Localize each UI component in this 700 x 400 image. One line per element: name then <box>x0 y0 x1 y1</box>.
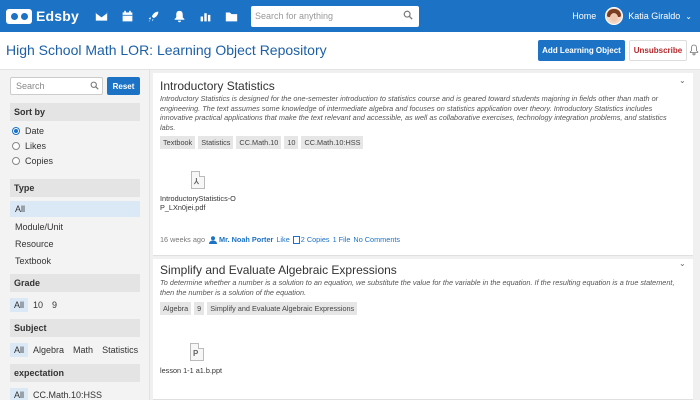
tag[interactable]: CC.Math.10 <box>236 136 281 149</box>
bell-icon[interactable] <box>173 10 186 23</box>
posted-time: 16 weeks ago <box>160 235 206 244</box>
grade-option-9[interactable]: 9 <box>52 300 58 310</box>
user-name[interactable]: Katia Giraldo <box>628 11 681 21</box>
radio-icon <box>12 157 20 165</box>
expectation-options <box>10 388 106 400</box>
tag[interactable]: Statistics <box>198 136 233 149</box>
global-search-input[interactable] <box>255 11 403 21</box>
tag[interactable]: CC.Math.10:HSS <box>301 136 363 149</box>
sort-option-date[interactable]: Date <box>12 126 44 136</box>
filter-sidebar <box>0 70 150 400</box>
type-heading: Type <box>10 179 140 197</box>
search-icon[interactable] <box>90 81 99 92</box>
sort-option-likes[interactable]: Likes <box>12 141 46 151</box>
type-option-module-unit[interactable]: Module/Unit <box>15 222 64 232</box>
subject-heading: Subject <box>10 319 140 337</box>
rocket-icon[interactable] <box>147 10 160 23</box>
subject-option-algebra[interactable]: Algebra <box>33 345 65 355</box>
add-learning-object-button[interactable]: Add Learning Object <box>538 40 625 61</box>
filter-search[interactable] <box>10 77 103 95</box>
tag[interactable]: 10 <box>284 136 298 149</box>
sort-by-heading: Sort by <box>10 103 140 121</box>
author-link[interactable]: Mr. Noah Porter <box>219 235 274 244</box>
tag[interactable]: Textbook <box>160 136 195 149</box>
type-option-all[interactable]: All <box>10 201 140 217</box>
expectation-option-all[interactable]: All <box>10 388 28 400</box>
ppt-file-icon: P <box>190 343 204 361</box>
grade-heading: Grade <box>10 274 140 292</box>
type-option-resource[interactable]: Resource <box>15 239 54 249</box>
files-link[interactable]: 1 File <box>332 235 351 244</box>
filter-search-input[interactable] <box>16 81 90 91</box>
calendar-icon[interactable] <box>121 10 134 23</box>
card-description: To determine whether a number is a solution to an equation, we substitute the value for the variable in the equation. If the resulting equation is a true statement, then the number is a solution of the equation. <box>160 278 675 297</box>
copies-link[interactable]: 2 Copies <box>300 235 330 244</box>
mail-icon[interactable] <box>95 10 108 23</box>
top-bar <box>0 0 700 32</box>
sort-option-copies[interactable]: Copies <box>12 156 53 166</box>
chart-icon[interactable] <box>199 10 212 23</box>
notification-bell-icon[interactable] <box>689 44 699 56</box>
user-area <box>572 7 692 25</box>
tag[interactable]: Simplify and Evaluate Algebraic Expressions <box>207 302 357 315</box>
type-option-textbook[interactable]: Textbook <box>15 256 52 266</box>
file-name: lesson 1-1 a1.b.ppt <box>160 366 223 375</box>
tag[interactable]: Algebra <box>160 302 191 315</box>
logo-text: Edsby <box>36 8 80 24</box>
learning-object-card <box>153 259 693 400</box>
nav-icons <box>95 10 238 23</box>
logo-mark-icon <box>6 9 32 24</box>
expectation-heading: expectation <box>10 364 140 382</box>
person-icon <box>209 236 217 244</box>
grade-option-10[interactable]: 10 <box>33 300 44 310</box>
page-header <box>0 32 700 70</box>
chevron-down-icon[interactable]: ⌄ <box>679 259 686 268</box>
subject-options <box>10 343 142 357</box>
learning-object-card <box>153 73 693 256</box>
card-tags <box>160 136 363 149</box>
search-icon[interactable] <box>403 10 413 22</box>
pdf-file-icon: ⅄ <box>191 171 205 189</box>
card-tags <box>160 302 357 315</box>
expectation-option-cc-math-10-hss[interactable]: CC.Math.10:HSS <box>33 390 103 400</box>
object-list <box>150 70 700 400</box>
tag[interactable]: 9 <box>194 302 204 315</box>
global-search[interactable] <box>251 6 419 27</box>
comments-link[interactable]: No Comments <box>353 235 401 244</box>
unsubscribe-button[interactable]: Unsubscribe <box>629 40 687 61</box>
radio-selected-icon <box>12 127 20 135</box>
avatar[interactable] <box>605 7 623 25</box>
grade-option-all[interactable]: All <box>10 298 28 312</box>
card-title[interactable]: Introductory Statistics <box>160 79 275 93</box>
file-attachment[interactable] <box>160 171 236 212</box>
card-description: Introductory Statistics is designed for the one-semester introduction to statistics course and is geared toward students majoring in fields other than math or engineering. The text assumes some knowledge of intermediate algebra and focuses on statistics application over theory. Introductory Statistics includes innovative practical applications that make the text relevant and accessible, as well as collaborative exercises, technology integration problems, and statistics labs. <box>160 94 667 132</box>
grade-options <box>10 298 61 312</box>
radio-icon <box>12 142 20 150</box>
subject-option-math[interactable]: Math <box>73 345 94 355</box>
like-link[interactable]: Like <box>276 235 290 244</box>
subject-option-statistics[interactable]: Statistics <box>102 345 139 355</box>
copy-icon <box>293 236 300 244</box>
card-title[interactable]: Simplify and Evaluate Algebraic Expressions <box>160 263 397 277</box>
file-name: IntroductoryStatistics-OP_LXn0jei.pdf <box>160 194 236 212</box>
folder-icon[interactable] <box>225 10 238 23</box>
edsby-logo[interactable] <box>6 8 79 24</box>
subject-option-all[interactable]: All <box>10 343 28 357</box>
home-link[interactable]: Home <box>572 11 597 21</box>
page-title: High School Math LOR: Learning Object Repository <box>6 42 327 58</box>
chevron-down-icon[interactable]: ⌄ <box>685 11 692 21</box>
reset-button[interactable]: Reset <box>107 77 140 95</box>
chevron-down-icon[interactable]: ⌄ <box>679 76 686 85</box>
file-attachment[interactable] <box>160 343 236 375</box>
card-meta <box>160 235 403 244</box>
